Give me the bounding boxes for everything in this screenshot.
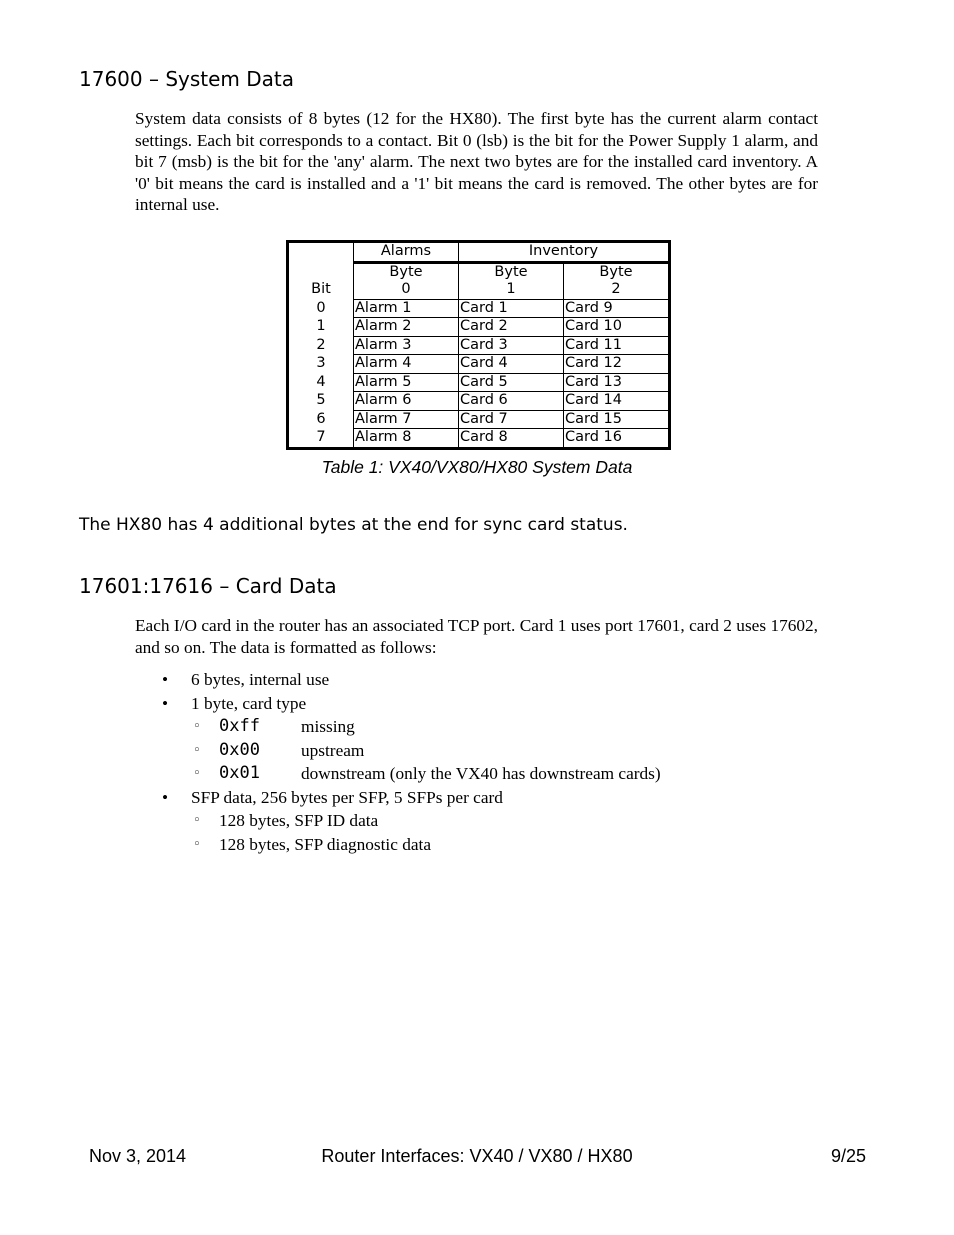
card-cell: Card 15 — [564, 410, 670, 429]
system-data-paragraph: System data consists of 8 bytes (12 for the HX80). The first byte has the current alarm contact settings. Each bit corresponds to a contact. Bit 0 (lsb) is the bit for the Power Supply 1 alarm, and bit 7 (msb) is the bit for the 'any' alarm. The next two bytes are for the installed card inventory. A '0' bit means the card is installed and a '1' bit means the card is removed. The other bytes are for internal use. — [135, 109, 818, 214]
table-group-header-row — [288, 242, 670, 263]
table-row — [288, 355, 670, 374]
alarm-cell: Alarm 4 — [354, 355, 459, 374]
card-cell: Card 1 — [459, 299, 564, 318]
table-group-header-inventory: Inventory — [459, 242, 670, 263]
card-type-description: downstream (only the VX40 has downstream cards) — [301, 764, 661, 783]
table-corner-cell — [288, 242, 354, 282]
card-type-description: upstream — [301, 740, 365, 760]
alarm-cell: Alarm 6 — [354, 392, 459, 411]
alarm-cell: Alarm 8 — [354, 429, 459, 449]
table-byte-number-1: 1 — [459, 281, 564, 299]
card-cell: Card 14 — [564, 392, 670, 411]
card-type-code: 0x00 — [219, 739, 260, 760]
table-caption: Table 1: VX40/VX80/HX80 System Data — [321, 457, 633, 477]
table-byte-header-2 — [564, 262, 670, 281]
alarm-cell: Alarm 5 — [354, 373, 459, 392]
sub-bullet-icon: ◦ — [193, 719, 201, 734]
sub-bullet-icon: ◦ — [193, 742, 201, 758]
byte-header-label: Byte — [389, 263, 423, 280]
card-cell: Card 12 — [564, 355, 670, 374]
card-cell: Card 9 — [564, 299, 670, 318]
hx80-note: The HX80 has 4 additional bytes at the end for sync card status. — [79, 515, 628, 535]
card-cell: Card 2 — [459, 318, 564, 337]
bit-cell: 3 — [288, 355, 354, 374]
table-row — [288, 410, 670, 429]
alarm-cell: Alarm 1 — [354, 299, 459, 318]
card-cell: Card 11 — [564, 336, 670, 355]
card-data-paragraph: Each I/O card in the router has an associated TCP port. Card 1 uses port 17601, card 2 uses 17602, and so on. The data is formatted as follows: — [135, 616, 818, 657]
bit-cell: 1 — [288, 318, 354, 337]
table-row — [288, 336, 670, 355]
list-item-text: 6 bytes, internal use — [191, 670, 330, 689]
bit-cell: 5 — [288, 392, 354, 411]
card-cell: Card 13 — [564, 373, 670, 392]
table-byte-number-2: 2 — [564, 281, 670, 299]
alarm-cell: Alarm 7 — [354, 410, 459, 429]
table-byte-header-0 — [354, 262, 459, 281]
table-group-header-alarms: Alarms — [354, 242, 459, 263]
footer-page-number: 9/25 — [830, 1146, 866, 1166]
sub-bullet-icon: ◦ — [193, 766, 201, 781]
byte-header-label: Byte — [599, 263, 633, 280]
alarm-cell: Alarm 3 — [354, 336, 459, 355]
bit-cell: 2 — [288, 336, 354, 355]
card-cell: Card 3 — [459, 336, 564, 355]
footer-date: Nov 3, 2014 — [89, 1146, 187, 1166]
bullet-icon: • — [162, 787, 169, 807]
bit-cell: 4 — [288, 373, 354, 392]
table-bit-header: Bit — [288, 281, 354, 299]
footer-title: Router Interfaces: VX40 / VX80 / HX80 — [321, 1146, 633, 1166]
section-heading-system-data: 17600 – System Data — [79, 67, 295, 91]
table-bit-header-row — [288, 281, 670, 299]
list-item-text: 1 byte, card type — [191, 693, 307, 713]
bit-cell: 7 — [288, 429, 354, 449]
table-row — [288, 373, 670, 392]
section-heading-card-data: 17601:17616 – Card Data — [79, 574, 337, 598]
card-type-description: missing — [301, 717, 355, 736]
list-subitem-text: 128 bytes, SFP ID data — [219, 811, 379, 830]
card-type-code: 0xff — [219, 716, 260, 736]
bit-cell: 6 — [288, 410, 354, 429]
alarm-cell: Alarm 2 — [354, 318, 459, 337]
system-data-table — [286, 240, 671, 450]
list-subitem-text: 128 bytes, SFP diagnostic data — [219, 834, 432, 854]
byte-header-label: Byte — [494, 263, 528, 280]
list-item-text: SFP data, 256 bytes per SFP, 5 SFPs per card — [191, 787, 503, 807]
bit-cell: 0 — [288, 299, 354, 318]
table-row — [288, 299, 670, 318]
table-row — [288, 392, 670, 411]
bullet-icon: • — [162, 670, 169, 689]
table-row — [288, 429, 670, 449]
table-byte-header-1 — [459, 262, 564, 281]
card-cell: Card 10 — [564, 318, 670, 337]
card-cell: Card 16 — [564, 429, 670, 449]
card-cell: Card 7 — [459, 410, 564, 429]
card-cell: Card 6 — [459, 392, 564, 411]
card-type-code: 0x01 — [219, 763, 260, 783]
table-row — [288, 318, 670, 337]
bullet-icon: • — [162, 693, 169, 713]
sub-bullet-icon: ◦ — [193, 836, 201, 852]
table-byte-number-0: 0 — [354, 281, 459, 299]
card-cell: Card 4 — [459, 355, 564, 374]
card-cell: Card 8 — [459, 429, 564, 449]
card-cell: Card 5 — [459, 373, 564, 392]
sub-bullet-icon: ◦ — [193, 813, 201, 828]
